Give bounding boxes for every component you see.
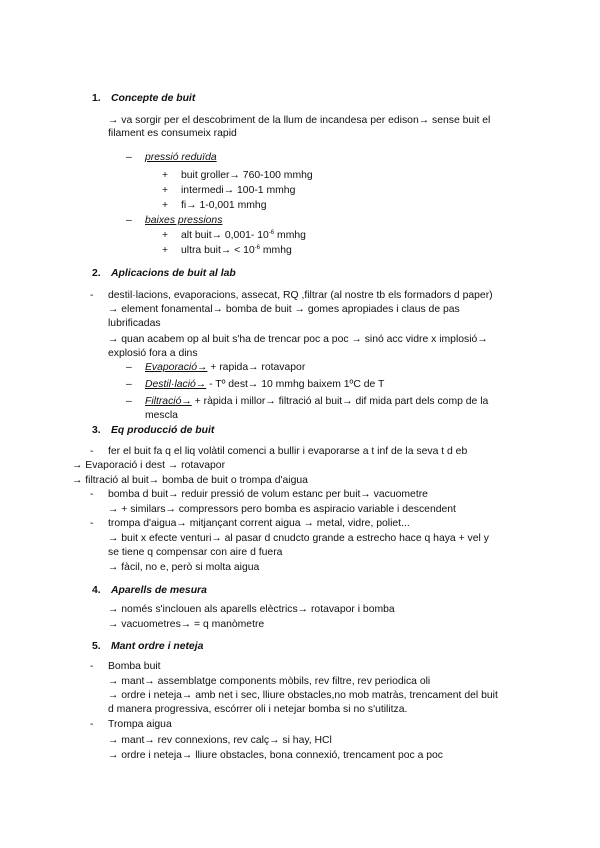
text-line: Trompa aigua xyxy=(108,719,172,730)
dash-bullet: – xyxy=(126,215,132,226)
list-item xyxy=(181,245,292,257)
dash-bullet: - xyxy=(90,719,94,730)
exponent: -6 xyxy=(254,245,260,251)
text-line: trompa d'aigua→ mitjançant corrent aigua → metal, vidre, poliet... xyxy=(108,518,410,529)
dash-bullet: – xyxy=(126,396,132,407)
dash-bullet: - xyxy=(90,446,94,457)
text-line: filament es consumeix rapid xyxy=(108,128,237,139)
sub-heading: baixes pressions xyxy=(145,215,223,226)
term: Evaporació→ xyxy=(145,362,208,373)
dash-bullet: – xyxy=(126,379,132,390)
text-line: mescla xyxy=(145,410,178,421)
list-item: buit groller→ 760-100 mmhg xyxy=(181,170,313,181)
text-line: → element fonamental→ bomba de buit → gomes apropiades i claus de pas xyxy=(108,304,460,315)
list-item-text: alt buit→ 0,001- 10 xyxy=(181,230,269,241)
dash-bullet: – xyxy=(126,152,132,163)
text-line: → filtració al buit→ bomba de buit o trompa d'aigua xyxy=(72,475,308,486)
text-line: → buit x efecte venturi→ al pasar d cnudcto grande a estrecho hace q haya + vel y xyxy=(108,533,489,544)
dash-bullet: - xyxy=(90,661,94,672)
text-line: fer el buit fa q el liq volàtil comenci a bullir i evaporarse a t inf de la seva t d eb xyxy=(108,446,468,457)
text-line: bomba d buit→ reduir pressió de volum estanc per buit→ vacuometre xyxy=(108,489,428,500)
list-item: fi→ 1-0,001 mmhg xyxy=(181,200,267,211)
text-line: → + similars→ compressors pero bomba es aspiracio variable i descendent xyxy=(108,504,456,515)
section-heading: Aplicacions de buit al lab xyxy=(111,268,236,279)
plus-bullet: + xyxy=(162,230,169,241)
text-line: → ordre i neteja→ lliure obstacles, bona connexió, trencament poc a poc xyxy=(108,750,443,761)
section-heading: Aparells de mesura xyxy=(111,585,207,596)
list-item xyxy=(145,379,384,391)
term-description: + rapida→ rotavapor xyxy=(207,362,306,373)
plus-bullet: + xyxy=(162,170,169,181)
text-line: Bomba buit xyxy=(108,661,161,672)
plus-bullet: + xyxy=(162,200,169,211)
dash-bullet: – xyxy=(126,362,132,373)
exponent: -6 xyxy=(268,230,275,236)
text-line: → mant→ rev connexions, rev calç→ si hay, HCl xyxy=(108,735,332,746)
section-number: 2. xyxy=(92,268,101,279)
list-item xyxy=(145,396,488,408)
text-line: → Evaporació i dest → rotavapor xyxy=(72,460,226,471)
list-item-text: ultra buit→ < 10 xyxy=(181,245,255,256)
text-line: → va sorgir per el descobriment de la llum de incandesa per edison→ sense buit el xyxy=(108,115,491,126)
text-line: → mant→ assemblatge components mòbils, rev filtre, rev periodica oli xyxy=(108,676,431,687)
section-heading: Concepte de buit xyxy=(111,93,196,104)
section-heading: Eq producció de buit xyxy=(111,425,215,436)
term: Filtració→ xyxy=(145,396,192,407)
section-number: 4. xyxy=(92,585,101,596)
text-line: explosió fora a dins xyxy=(108,348,198,359)
text-line: → ordre i neteja→ amb net i sec, lliure obstacles,no mob matràs, trencament del buit xyxy=(108,690,498,701)
section-heading: Mant ordre i neteja xyxy=(111,641,204,652)
list-item-unit: mmhg xyxy=(260,245,292,256)
plus-bullet: + xyxy=(162,185,169,196)
text-line: d manera progressiva, escórrer oli i netejar bomba si no s'utilitza. xyxy=(108,704,408,715)
dash-bullet: - xyxy=(90,489,94,500)
plus-bullet: + xyxy=(162,245,169,256)
text-line: → quan acabem op al buit s'ha de trencar poc a poc → sinó acc vidre x implosió→ xyxy=(108,334,488,345)
list-item xyxy=(181,230,306,242)
term: Destil·lació→ xyxy=(145,379,207,390)
dash-bullet: - xyxy=(90,518,94,529)
section-number: 1. xyxy=(92,93,101,104)
text-line: → fàcil, no e, però si molta aigua xyxy=(108,562,260,573)
text-line: lubrificadas xyxy=(108,318,161,329)
list-item-unit: mmhg xyxy=(274,230,306,241)
term-description: - Tº dest→ 10 mmhg baixem 1ºC de T xyxy=(206,379,385,390)
section-number: 5. xyxy=(92,641,101,652)
text-line: se tiene q compensar con aire d fuera xyxy=(108,547,283,558)
list-item: intermedi→ 100-1 mmhg xyxy=(181,185,296,196)
term-description: + ràpida i millor→ filtració al buit→ dif mida part dels comp de la xyxy=(191,396,489,407)
text-line: → només s'inclouen als aparells elèctrics→ rotavapor i bomba xyxy=(108,604,395,615)
text-line: → vacuometres→ = q manòmetre xyxy=(108,619,265,630)
sub-heading: pressió reduïda xyxy=(145,152,217,163)
dash-bullet: - xyxy=(90,290,94,301)
list-item xyxy=(145,362,305,374)
text-line: destil·lacions, evaporacions, assecat, RQ ,filtrar (al nostre tb els formadors d paper) xyxy=(108,290,493,301)
section-number: 3. xyxy=(92,425,101,436)
